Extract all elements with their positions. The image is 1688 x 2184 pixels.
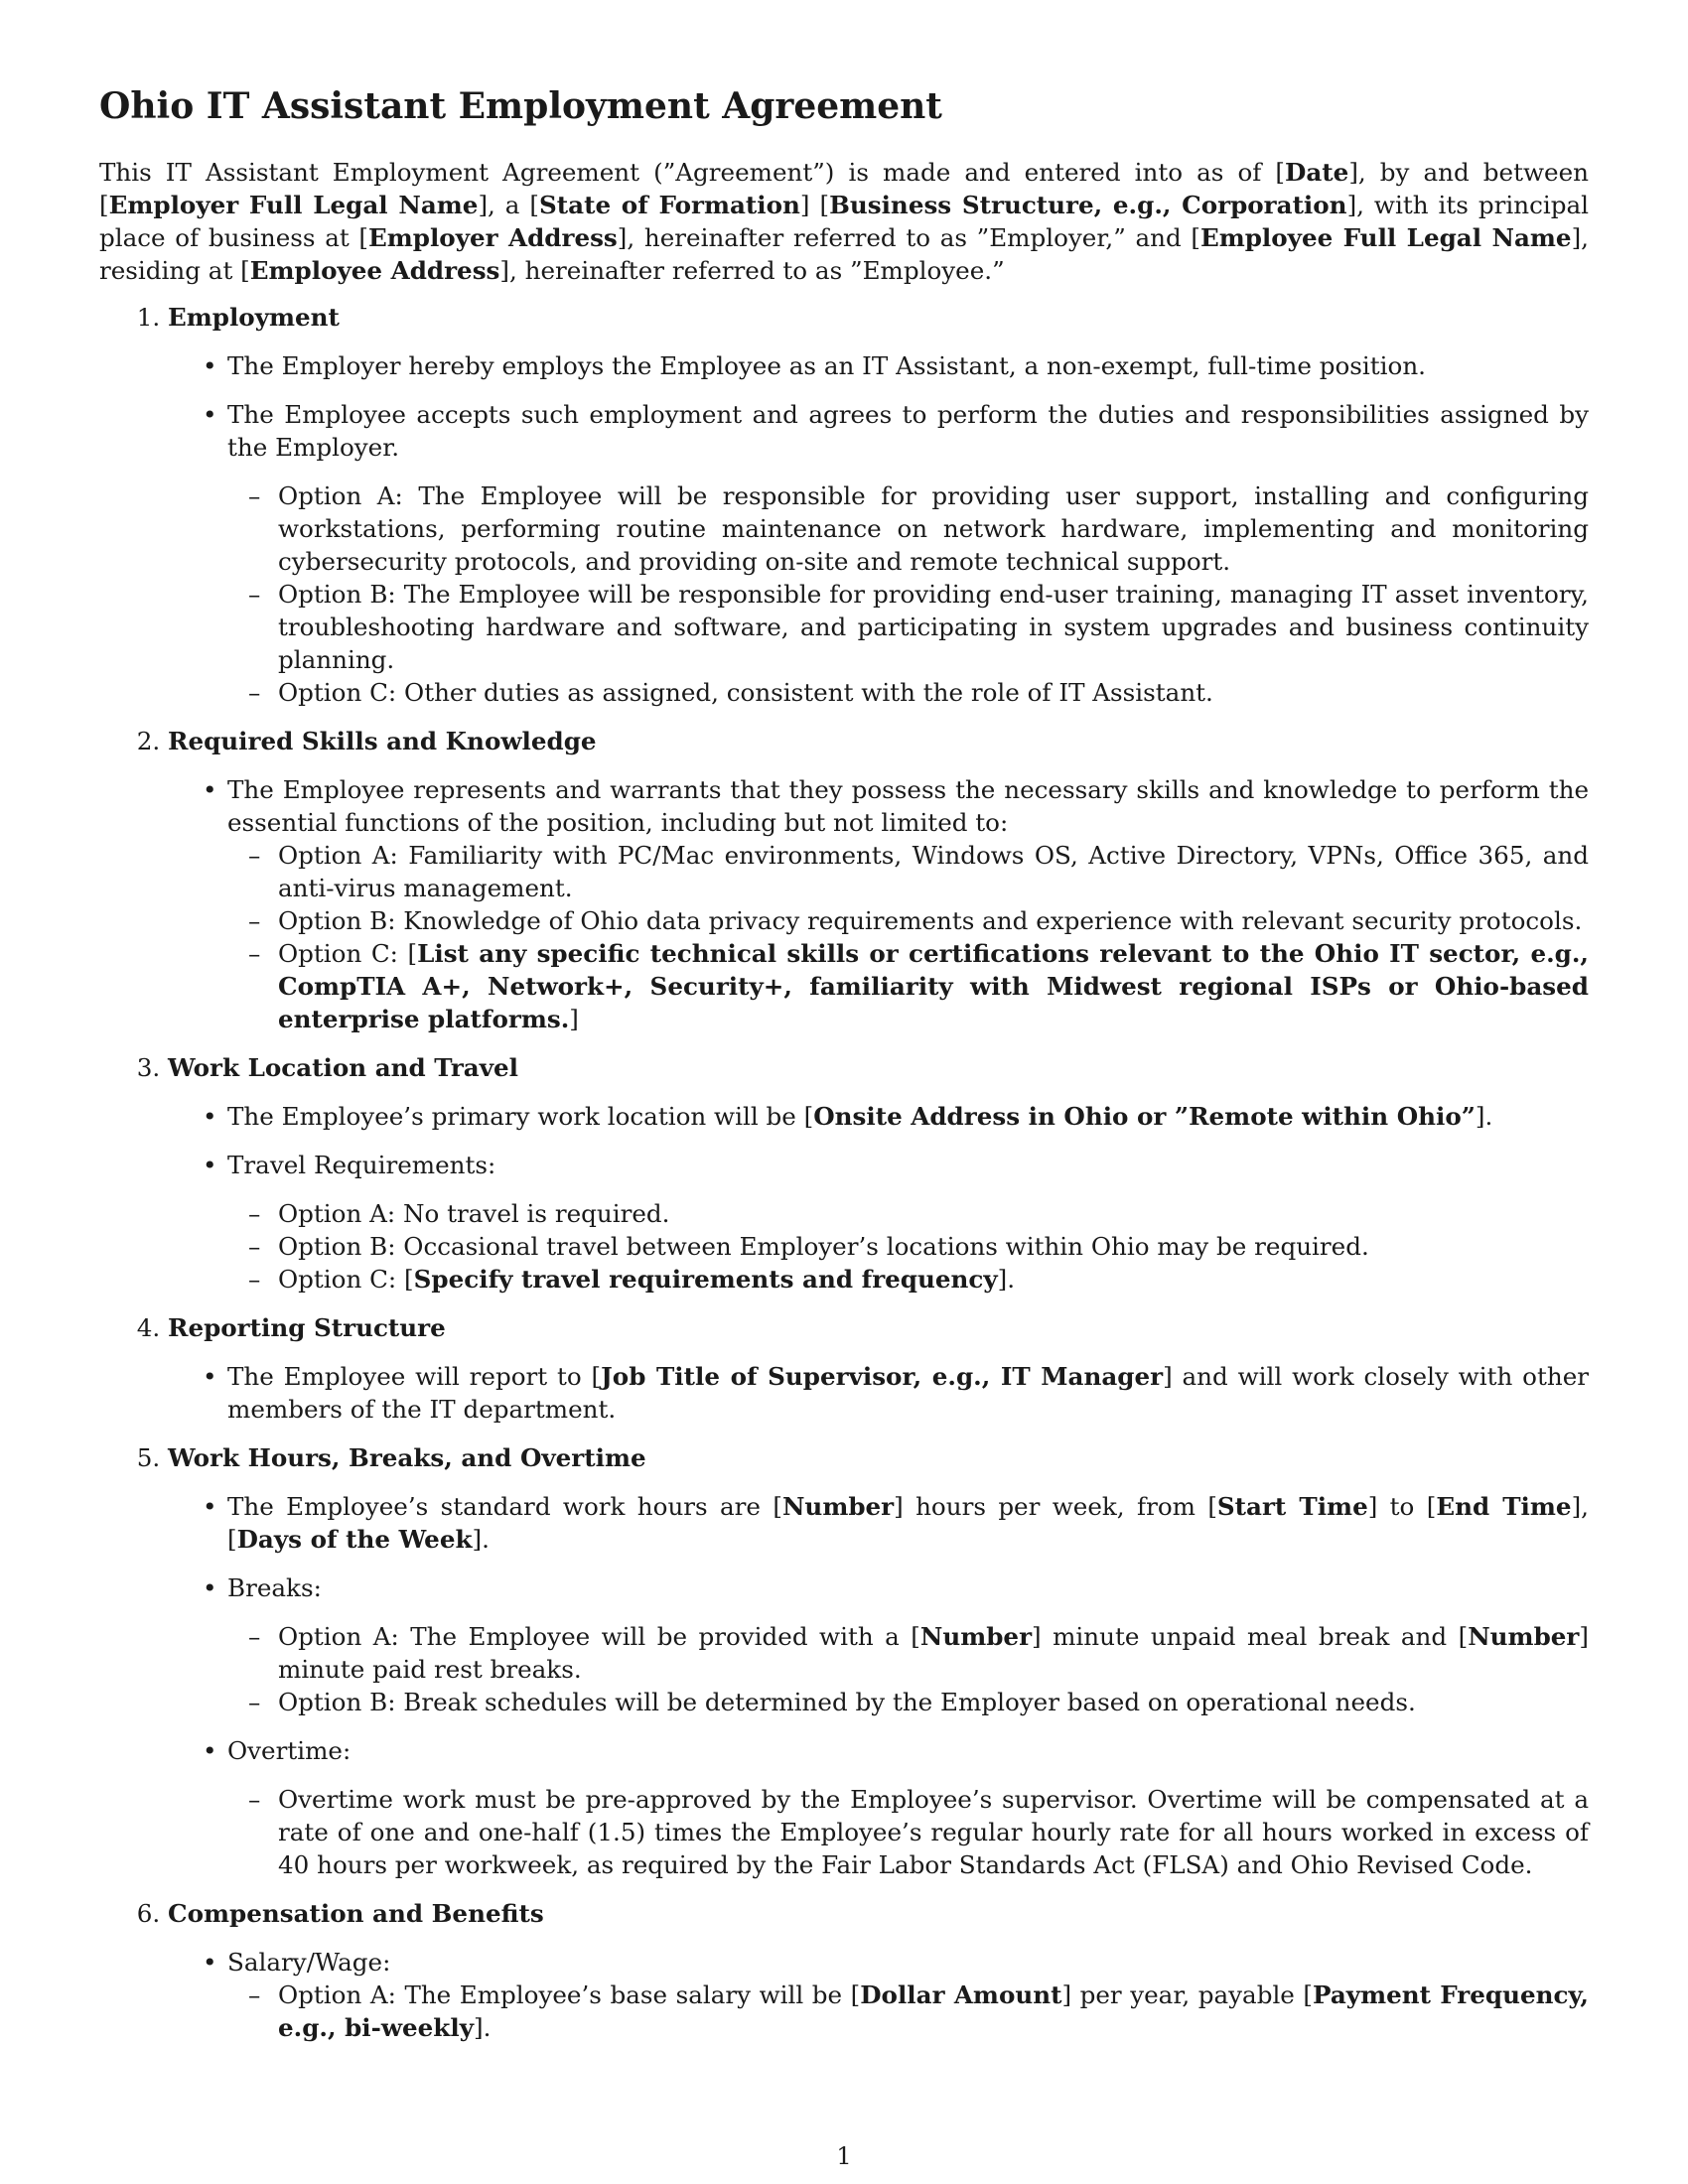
- text-run: Option B: Occasional travel between Employer’s locations within Ohio may be required.: [278, 1232, 1369, 1262]
- section-title: 5. Work Hours, Breaks, and Overtime: [168, 1443, 646, 1473]
- text-run: The Employee accepts such employment and agrees to perform the duties and responsibilities assigned by the Employer.: [227, 400, 1589, 463]
- option-list: [227, 1979, 1589, 2044]
- text-run: ], [: [227, 1492, 1589, 1555]
- text-run: This IT Assistant Employment Agreement (”Agreement”) is made and entered into as of [: [99, 158, 1286, 188]
- text-run: Overtime work must be pre-approved by the Employee’s supervisor. Overtime will be compensated at a rate of one and one-half (1.5) times the Employee’s regular hourly rate for all hours worked in excess of 40 hours per workweek, as required by the Fair Labor Standards Act (FLSA) and Ohio Revised Code.: [278, 1785, 1589, 1880]
- text-run: ]: [569, 1005, 579, 1034]
- text-run: ].: [997, 1265, 1016, 1295]
- bullet-item: [227, 1100, 1589, 1133]
- placeholder-field: Business Structure, e.g., Corporation: [829, 191, 1347, 220]
- section-item: [168, 725, 1589, 1035]
- option-item: [278, 839, 1589, 904]
- bullet-item: [227, 1734, 1589, 1881]
- bullet-list: [168, 1100, 1589, 1296]
- bullet-list: [168, 773, 1589, 1035]
- section-title: 2. Required Skills and Knowledge: [168, 727, 597, 756]
- bullet-item: [227, 1360, 1589, 1426]
- text-run: ] per year, payable [: [1061, 1980, 1314, 2010]
- option-item: [278, 1620, 1589, 1686]
- bullet-list: [168, 1360, 1589, 1426]
- placeholder-field: Job Title of Supervisor, e.g., IT Manager: [601, 1362, 1164, 1392]
- text-run: Option B: The Employee will be responsible for providing end-user training, managing IT asset inventory, troubleshooting hardware and software, and participating in system upgrades and business continuity planning.: [278, 580, 1589, 675]
- text-run: ], by and between [: [99, 158, 1589, 220]
- placeholder-field: Dollar Amount: [860, 1980, 1062, 2010]
- intro-paragraph: [99, 156, 1589, 287]
- placeholder-field: Days of the Week: [236, 1525, 473, 1555]
- option-item: [278, 1197, 1589, 1230]
- placeholder-field: Specify travel requirements and frequency: [413, 1265, 998, 1295]
- option-item: [278, 479, 1589, 578]
- text-run: The Employee will report to [: [227, 1362, 602, 1392]
- text-run: Option C: Other duties as assigned, consistent with the role of IT Assistant.: [278, 678, 1213, 708]
- option-item: [278, 904, 1589, 937]
- section-item: [168, 1441, 1589, 1881]
- text-run: ] minute unpaid meal break and [: [1032, 1622, 1469, 1652]
- section-title: 4. Reporting Structure: [168, 1313, 446, 1343]
- option-list: [227, 839, 1589, 1035]
- bullet-list: [168, 1490, 1589, 1881]
- text-run: ] and will work closely with other members of the IT department.: [227, 1362, 1590, 1425]
- section-title: 3. Work Location and Travel: [168, 1053, 518, 1083]
- text-run: The Employer hereby employs the Employee as an IT Assistant, a non-exempt, full-time position.: [227, 351, 1426, 381]
- option-item: [278, 937, 1589, 1035]
- text-run: ].: [473, 2013, 492, 2043]
- placeholder-field: Employer Full Legal Name: [108, 191, 479, 220]
- text-run: ] hours per week, from [: [894, 1492, 1217, 1522]
- text-run: Overtime:: [227, 1736, 352, 1766]
- placeholder-field: Start Time: [1216, 1492, 1368, 1522]
- text-run: Option A: The Employee will be responsible for providing user support, installing and configuring workstations, performing routine maintenance on network hardware, implementing and monitoring cybersecurity protocols, and providing on-site and remote technical support.: [278, 481, 1589, 577]
- text-run: The Employee’s primary work location will be [: [227, 1102, 814, 1132]
- option-item: [278, 1263, 1589, 1296]
- section-item: [168, 1311, 1589, 1426]
- bullet-item: [227, 398, 1589, 709]
- option-list: [227, 1197, 1589, 1296]
- text-run: ] [: [799, 191, 830, 220]
- section-list: [99, 301, 1589, 2044]
- text-run: ], hereinafter referred to as ”Employer,” and [: [617, 223, 1200, 253]
- text-run: Breaks:: [227, 1573, 322, 1603]
- bullet-item: [227, 773, 1589, 1035]
- text-run: ].: [1475, 1102, 1493, 1132]
- bullet-item: [227, 349, 1589, 382]
- text-run: Option B: Break schedules will be determined by the Employer based on operational needs.: [278, 1688, 1416, 1717]
- text-run: Salary/Wage:: [227, 1948, 391, 1978]
- section-item: [168, 301, 1589, 709]
- placeholder-field: Onsite Address in Ohio or ”Remote within Ohio”: [813, 1102, 1476, 1132]
- bullet-item: [227, 1490, 1589, 1556]
- bullet-list: [168, 1946, 1589, 2044]
- bullet-item: [227, 1946, 1589, 2044]
- text-run: ], residing at [: [99, 223, 1589, 286]
- text-run: Option A: Familiarity with PC/Mac environments, Windows OS, Active Directory, VPNs, Office 365, and anti-virus management.: [278, 841, 1589, 903]
- option-item: [278, 578, 1589, 676]
- section-title: 6. Compensation and Benefits: [168, 1899, 544, 1929]
- option-item: [278, 1230, 1589, 1263]
- text-run: ], a [: [478, 191, 540, 220]
- text-run: Option A: The Employee’s base salary will be [: [278, 1980, 861, 2010]
- text-run: ] minute paid rest breaks.: [278, 1622, 1589, 1685]
- bullet-list: [168, 349, 1589, 709]
- text-run: Option C: [: [278, 1265, 414, 1295]
- text-run: Travel Requirements:: [227, 1151, 496, 1180]
- text-run: The Employee represents and warrants that they possess the necessary skills and knowledge to perform the essential functions of the position, including but not limited to:: [227, 775, 1589, 838]
- text-run: Option A: No travel is required.: [278, 1199, 670, 1229]
- text-run: ], with its principal place of business at [: [99, 191, 1589, 253]
- option-list: [227, 1620, 1589, 1718]
- placeholder-field: Payment Frequency, e.g., bi-weekly: [278, 1980, 1589, 2043]
- option-item: [278, 676, 1589, 709]
- option-item: [278, 1979, 1589, 2044]
- placeholder-field: List any specific technical skills or certifications relevant to the Ohio IT sector, e.g., CompTIA A+, Network+, Security+, familiarity with Midwest regional ISPs or Ohio-based enterprise platforms.: [278, 939, 1589, 1034]
- placeholder-field: State of Formation: [539, 191, 800, 220]
- option-list: [227, 479, 1589, 709]
- placeholder-field: Employer Address: [368, 223, 618, 253]
- placeholder-field: Number: [781, 1492, 895, 1522]
- bullet-item: [227, 1149, 1589, 1296]
- text-run: Option C: [: [278, 939, 418, 969]
- text-run: Option B: Knowledge of Ohio data privacy requirements and experience with relevant security protocols.: [278, 906, 1583, 936]
- placeholder-field: Date: [1285, 158, 1349, 188]
- text-run: ], hereinafter referred to as ”Employee.”: [499, 256, 1005, 286]
- text-run: The Employee’s standard work hours are [: [227, 1492, 782, 1522]
- section-item: [168, 1897, 1589, 2044]
- option-list: [227, 1783, 1589, 1881]
- section-title: 1. Employment: [168, 303, 340, 333]
- placeholder-field: Employee Address: [249, 256, 500, 286]
- text-run: ] to [: [1367, 1492, 1437, 1522]
- option-item: [278, 1783, 1589, 1881]
- text-run: ].: [472, 1525, 490, 1555]
- placeholder-field: Employee Full Legal Name: [1199, 223, 1572, 253]
- placeholder-field: End Time: [1436, 1492, 1572, 1522]
- placeholder-field: Number: [919, 1622, 1033, 1652]
- bullet-item: [227, 1571, 1589, 1718]
- document-title: Ohio IT Assistant Employment Agreement: [99, 85, 942, 127]
- placeholder-field: Number: [1468, 1622, 1580, 1652]
- option-item: [278, 1686, 1589, 1718]
- page-number: 1: [836, 2142, 852, 2170]
- section-item: [168, 1051, 1589, 1296]
- text-run: Option A: The Employee will be provided with a [: [278, 1622, 920, 1652]
